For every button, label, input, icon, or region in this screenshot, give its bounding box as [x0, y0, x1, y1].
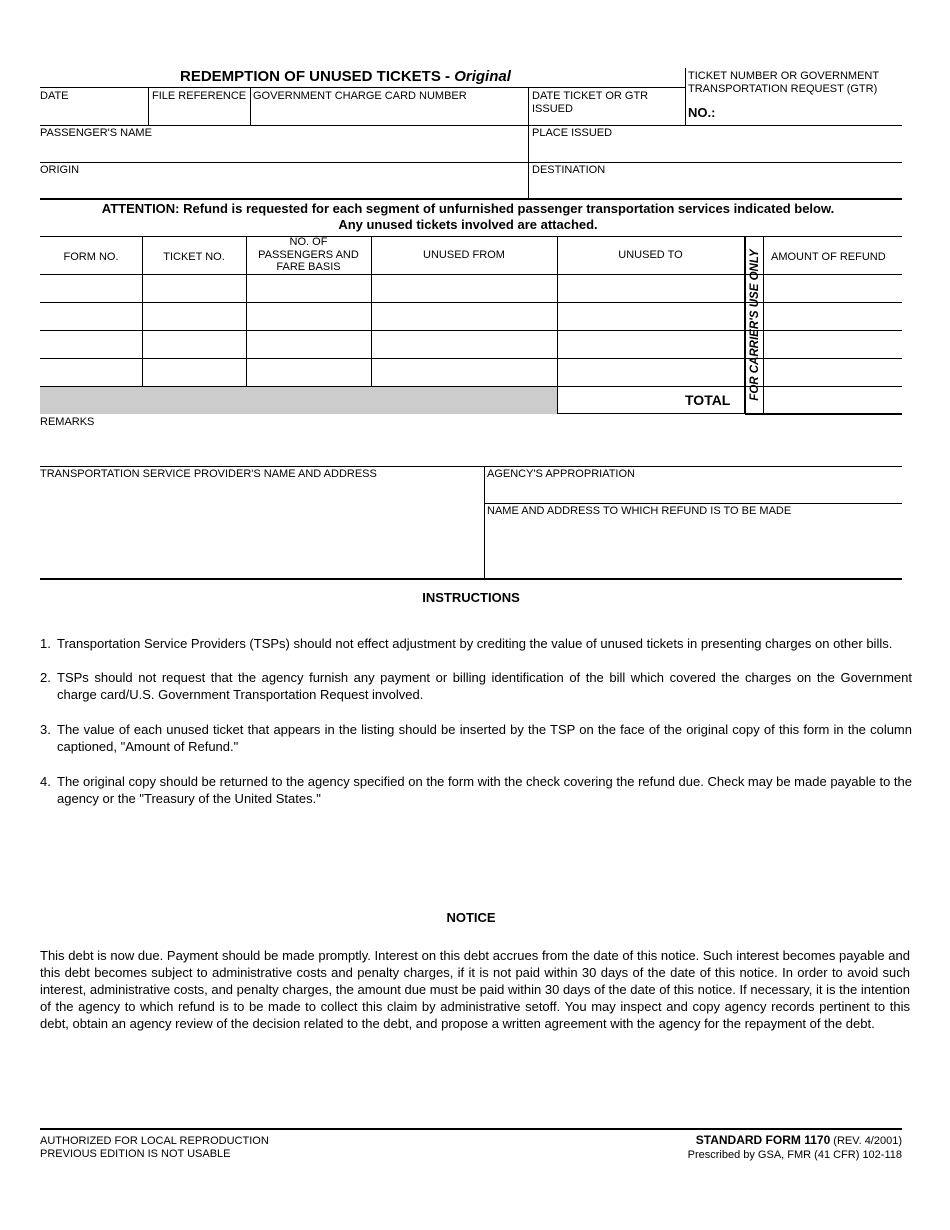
- cell-amount-refund-row4[interactable]: [764, 359, 901, 385]
- origin-label: ORIGIN: [40, 164, 80, 176]
- instruction-item: 4. The original copy should be returned to the agency specified on the form with the check covering the refund due. Check may be made payable to the agency or the "Treasury of the United States.": [40, 774, 912, 806]
- footer-left: [40, 1135, 269, 1161]
- date-issued-field[interactable]: [530, 114, 683, 124]
- tsp-name-label: TRANSPORTATION SERVICE PROVIDER'S NAME AND ADDRESS: [40, 468, 377, 480]
- cell-unused-to-row2[interactable]: [558, 303, 743, 329]
- instructions-heading: INSTRUCTIONS: [422, 590, 520, 605]
- prescribed-note: Prescribed by GSA, FMR (41 CFR) 102-118: [687, 1149, 902, 1161]
- carrier-use-only: FOR CARRIER'S USE ONLY: [748, 249, 761, 401]
- cell-passengers-fare-row2[interactable]: [247, 303, 370, 329]
- ticket-no-label: NO.:: [688, 105, 716, 120]
- th-form-no: FORM NO.: [63, 251, 119, 263]
- date-field[interactable]: [40, 103, 146, 123]
- cell-unused-from-row2[interactable]: [372, 303, 556, 329]
- total-refund-field[interactable]: [764, 387, 901, 412]
- form-number: STANDARD FORM 1170: [695, 1133, 831, 1147]
- cell-unused-from-row1[interactable]: [372, 275, 556, 301]
- cell-amount-refund-row3[interactable]: [764, 331, 901, 357]
- reproduction-note: AUTHORIZED FOR LOCAL REPRODUCTION: [40, 1135, 269, 1147]
- form-revision: (REV. 4/2001): [830, 1135, 902, 1147]
- cell-unused-from-row3[interactable]: [372, 331, 556, 357]
- instruction-item: 2. TSPs should not request that the agency furnish any payment or billing identification of the bill which covered the charges on the Government charge card/U.S. Government Transportation Request involved.: [40, 670, 912, 702]
- appropriation-label: AGENCY'S APPROPRIATION: [487, 468, 635, 480]
- cell-unused-to-row4[interactable]: [558, 359, 743, 385]
- notice-text: This debt is now due. Payment should be made promptly. Interest on this debt accrues from the date of this notice. Such interest becomes payable and this debt becomes subject to administrative costs and penalty charges, if it is not paid within 30 days of the date of this notice. In order to avoid such interest, administrative costs, and penalty charges, the amount due must be paid within 30 days of the date of this notice. If necessary, it is the intention of the agency to which refund is to be made to collect this claim by administrative setoff. You may inspect and copy agency records pertinent to this debt, obtain an agency review of the decision related to the debt, and propose a written agreement with the agency for the repayment of the debt.: [40, 948, 910, 1031]
- destination-field[interactable]: [530, 177, 900, 197]
- footer-right: [688, 1133, 902, 1161]
- date-label: DATE: [40, 90, 69, 102]
- passenger-name-field[interactable]: [40, 140, 526, 160]
- tsp-name-address-field[interactable]: [40, 482, 482, 576]
- cell-unused-from-row4[interactable]: [372, 359, 556, 385]
- cell-amount-refund-row2[interactable]: [764, 303, 901, 329]
- cell-unused-to-row1[interactable]: [558, 275, 743, 301]
- cell-ticket-no-row1[interactable]: [143, 275, 245, 301]
- th-passengers-fare: NO. OF PASSENGERS AND FARE BASIS: [258, 236, 359, 273]
- cell-ticket-no-row2[interactable]: [143, 303, 245, 329]
- ticket-number-label: TICKET NUMBER OR GOVERNMENT TRANSPORTATION REQUEST (GTR): [688, 70, 880, 95]
- instructions-list: [40, 635, 912, 807]
- appropriation-field[interactable]: [486, 482, 902, 502]
- th-amount-refund: AMOUNT OF REFUND: [771, 251, 886, 263]
- destination-label: DESTINATION: [532, 164, 606, 176]
- ticket-number-field[interactable]: [712, 100, 900, 122]
- cell-form-no-row2[interactable]: [41, 303, 141, 329]
- cell-passengers-fare-row3[interactable]: [247, 331, 370, 357]
- attention-notice: ATTENTION: Refund is requested for each segment of unfurnished passenger transportation services indicated below. Any unused tickets involved are attached.: [101, 201, 835, 232]
- cell-amount-refund-row1[interactable]: [764, 275, 901, 301]
- file-reference-label: FILE REFERENCE: [152, 90, 247, 102]
- th-ticket-no: TICKET NO.: [163, 251, 225, 263]
- cell-ticket-no-row4[interactable]: [143, 359, 245, 385]
- place-issued-label: PLACE ISSUED: [532, 127, 613, 139]
- date-issued-label: DATE TICKET OR GTR ISSUED: [532, 90, 649, 115]
- shaded-total-area: [40, 387, 557, 414]
- cell-passengers-fare-row1[interactable]: [247, 275, 370, 301]
- total-label: TOTAL: [685, 392, 731, 408]
- charge-card-label: GOVERNMENT CHARGE CARD NUMBER: [253, 90, 467, 102]
- remarks-label: REMARKS: [40, 416, 95, 428]
- cell-unused-to-row3[interactable]: [558, 331, 743, 357]
- remarks-field[interactable]: [40, 429, 902, 465]
- cell-form-no-row4[interactable]: [41, 359, 141, 385]
- cell-form-no-row3[interactable]: [41, 331, 141, 357]
- th-unused-to: UNUSED TO: [618, 249, 683, 261]
- instruction-item: 3. The value of each unused ticket that appears in the listing should be inserted by the TSP on the face of the original copy of this form in the column captioned, "Amount of Refund.": [40, 722, 912, 754]
- charge-card-field[interactable]: [252, 103, 526, 123]
- refund-address-field[interactable]: [486, 518, 902, 576]
- passenger-name-label: PASSENGER'S NAME: [40, 127, 152, 139]
- place-issued-field[interactable]: [530, 140, 900, 160]
- refund-address-label: NAME AND ADDRESS TO WHICH REFUND IS TO BE MADE: [487, 505, 792, 517]
- form-title: REDEMPTION OF UNUSED TICKETS - Original: [180, 68, 511, 85]
- th-unused-from: UNUSED FROM: [423, 249, 505, 261]
- form-copy-label: Original: [454, 68, 511, 85]
- notice-heading: NOTICE: [446, 910, 496, 925]
- cell-ticket-no-row3[interactable]: [143, 331, 245, 357]
- file-reference-field[interactable]: [150, 103, 248, 123]
- instruction-item: 1. Transportation Service Providers (TSPs) should not effect adjustment by crediting the value of unused tickets in presenting charges on other bills.: [40, 636, 893, 651]
- edition-note: PREVIOUS EDITION IS NOT USABLE: [40, 1148, 231, 1160]
- cell-form-no-row1[interactable]: [41, 275, 141, 301]
- cell-passengers-fare-row4[interactable]: [247, 359, 370, 385]
- origin-field[interactable]: [40, 177, 526, 197]
